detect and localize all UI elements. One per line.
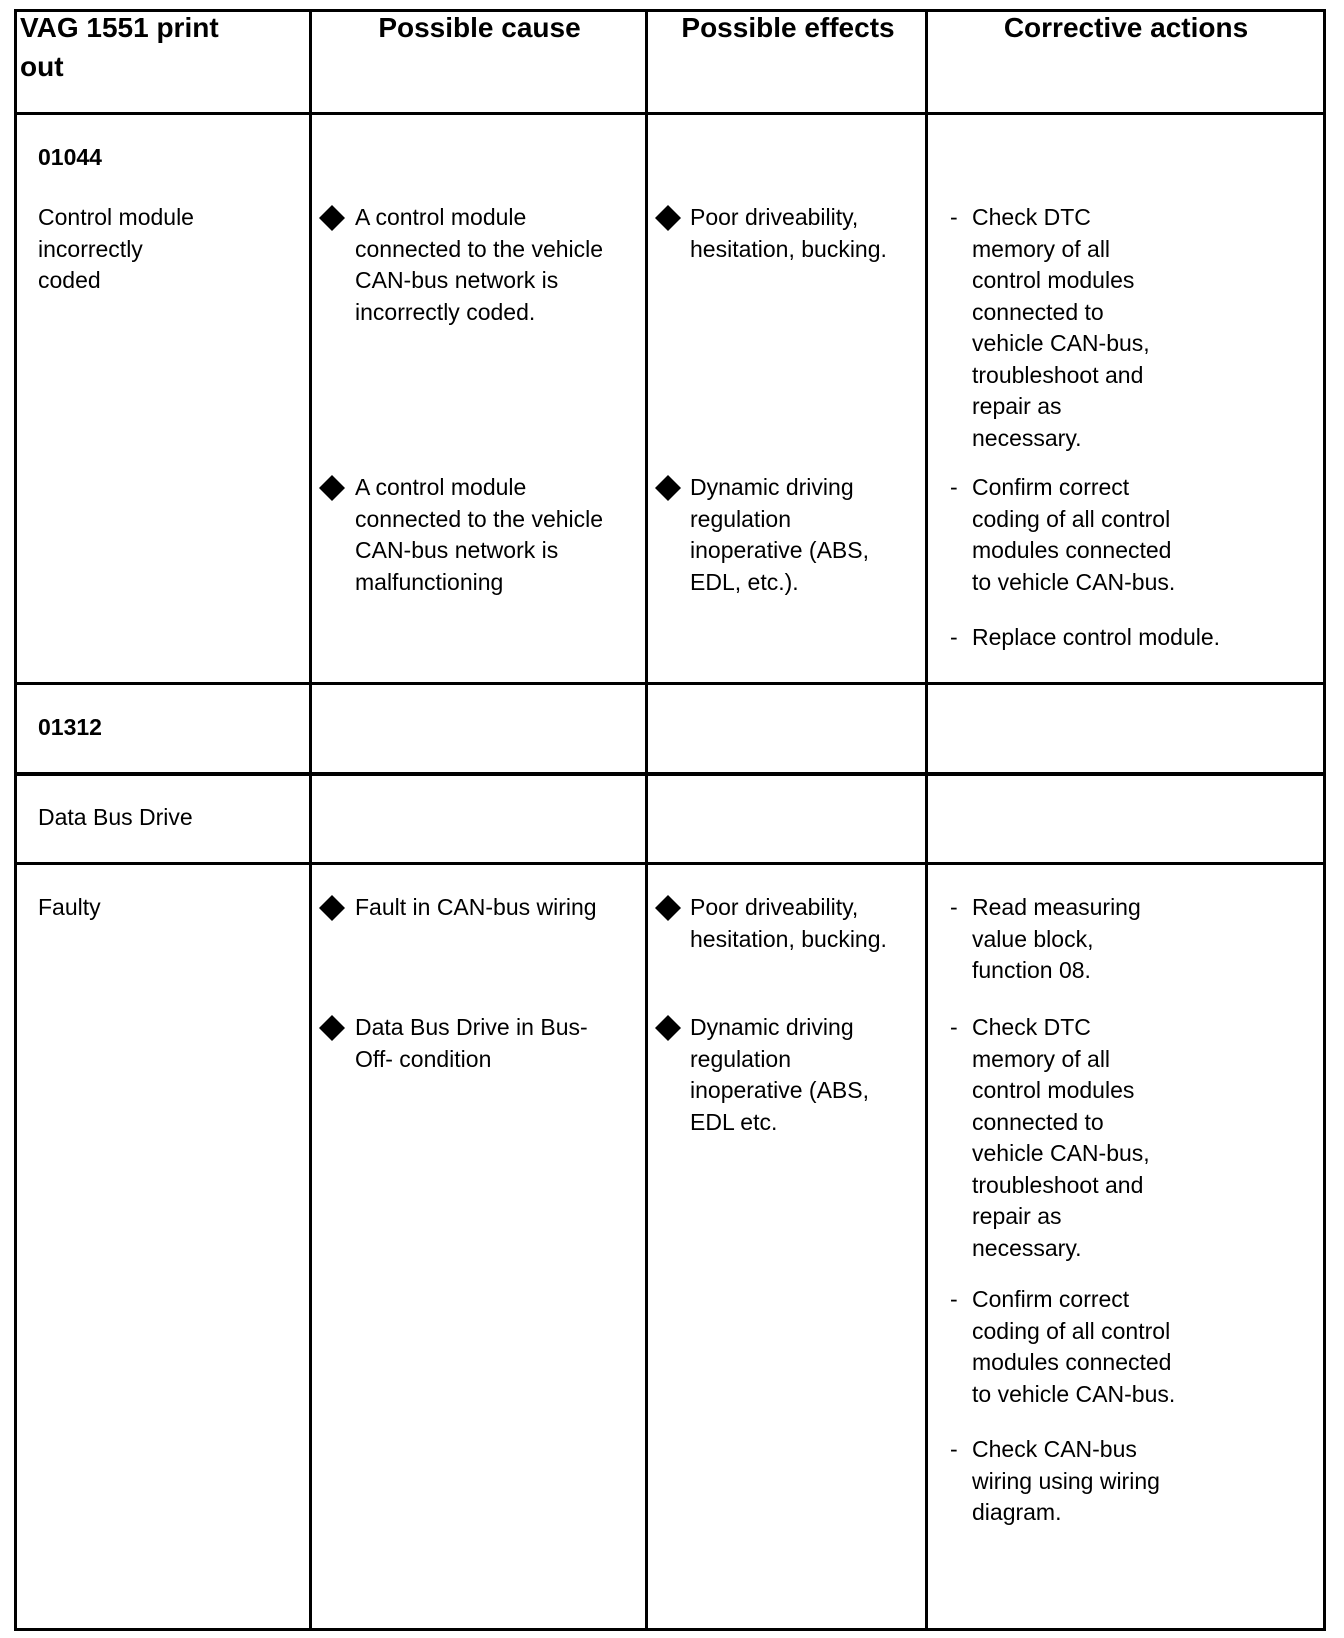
dash-marker: - bbox=[950, 624, 958, 650]
text-line: troubleshoot and bbox=[972, 1171, 1144, 1198]
table-border-right bbox=[1323, 9, 1326, 1631]
text-line: connected to bbox=[972, 298, 1104, 325]
text-line: memory of all bbox=[972, 235, 1111, 262]
header-actions: Corrective actions bbox=[1003, 12, 1249, 43]
text-line: to vehicle CAN-bus. bbox=[972, 1380, 1176, 1407]
diamond-bullet-icon bbox=[318, 204, 346, 232]
text-line: malfunctioning bbox=[355, 568, 504, 595]
text-line: modules connected bbox=[972, 537, 1172, 563]
possible-cause bbox=[355, 202, 603, 328]
diamond-bullet-icon bbox=[654, 474, 682, 502]
text-line: regulation bbox=[690, 505, 792, 532]
header-printout-line: VAG 1551 print bbox=[20, 12, 219, 43]
text-line: Check DTC bbox=[972, 1014, 1091, 1040]
header-printout-line: out bbox=[20, 51, 64, 82]
dash-marker: - bbox=[950, 474, 958, 500]
dash-marker: - bbox=[950, 204, 958, 230]
diamond-bullet-icon bbox=[318, 894, 346, 922]
corrective-action bbox=[972, 202, 1150, 454]
corrective-action bbox=[972, 472, 1175, 598]
text-line: regulation bbox=[690, 1045, 792, 1072]
text-line: coding of all control bbox=[972, 505, 1171, 532]
column-divider bbox=[309, 9, 312, 1631]
diamond-bullet-icon bbox=[654, 894, 682, 922]
text-line: connected to the vehicle bbox=[355, 235, 604, 262]
text-line: Dynamic driving bbox=[690, 1014, 854, 1040]
text-line: Control module bbox=[38, 204, 194, 230]
text-line: Dynamic driving bbox=[690, 474, 854, 500]
corrective-action bbox=[972, 892, 1141, 987]
text-line: A control module bbox=[355, 474, 527, 500]
header-cause: Possible cause bbox=[378, 12, 581, 43]
dash-marker: - bbox=[950, 894, 958, 920]
possible-effect bbox=[690, 892, 887, 955]
column-divider bbox=[645, 9, 648, 1631]
text-line: hesitation, bucking. bbox=[690, 235, 887, 262]
text-line: EDL etc. bbox=[690, 1108, 778, 1135]
dash-marker: - bbox=[950, 1436, 958, 1462]
text-line: Poor driveability, bbox=[690, 204, 859, 230]
text-line: vehicle CAN-bus, bbox=[972, 1140, 1150, 1166]
diamond-bullet-icon bbox=[318, 1014, 346, 1042]
dash-marker: - bbox=[950, 1286, 958, 1312]
possible-cause bbox=[355, 892, 597, 924]
text-line: incorrectly bbox=[38, 235, 143, 262]
row-divider bbox=[14, 862, 1326, 865]
diamond-bullet-icon bbox=[318, 474, 346, 502]
column-divider bbox=[925, 9, 928, 1631]
header-effects: Possible effects bbox=[681, 12, 895, 43]
text-line: troubleshoot and bbox=[972, 361, 1144, 388]
text-line: connected to the vehicle bbox=[355, 505, 604, 532]
text-line: Replace control module. bbox=[972, 624, 1221, 650]
text-line: CAN-bus network is bbox=[355, 537, 559, 563]
possible-cause bbox=[355, 1012, 588, 1075]
text-line: coding of all control bbox=[972, 1317, 1171, 1344]
text-line: control modules bbox=[972, 267, 1135, 293]
fault-code: 01044 bbox=[38, 144, 102, 170]
text-line: vehicle CAN-bus, bbox=[972, 330, 1150, 356]
text-line: control modules bbox=[972, 1077, 1135, 1103]
text-line: modules connected bbox=[972, 1349, 1172, 1375]
text-line: Fault in CAN-bus wiring bbox=[355, 894, 597, 920]
text-line: Read measuring bbox=[972, 894, 1141, 920]
table-border-left bbox=[14, 9, 17, 1631]
text-line: necessary. bbox=[972, 1234, 1082, 1261]
text-line: incorrectly coded. bbox=[355, 298, 536, 325]
possible-cause bbox=[355, 472, 603, 598]
corrective-action bbox=[972, 1012, 1150, 1264]
diamond-bullet-icon bbox=[654, 1014, 682, 1042]
text-line: Confirm correct bbox=[972, 1286, 1130, 1312]
diamond-bullet-icon bbox=[654, 204, 682, 232]
text-line: Check CAN-bus bbox=[972, 1436, 1137, 1462]
dash-marker: - bbox=[950, 1014, 958, 1040]
text-line: function 08. bbox=[972, 957, 1091, 983]
text-line: to vehicle CAN-bus. bbox=[972, 568, 1176, 595]
text-line: EDL, etc.). bbox=[690, 568, 799, 595]
text-line: Off- condition bbox=[355, 1045, 492, 1072]
text-line: CAN-bus network is bbox=[355, 267, 559, 293]
text-line: wiring using wiring bbox=[972, 1467, 1160, 1494]
fault-component: Data Bus Drive bbox=[38, 804, 193, 830]
row-divider bbox=[14, 772, 1326, 776]
text-line: memory of all bbox=[972, 1045, 1111, 1072]
text-line: connected to bbox=[972, 1108, 1104, 1135]
fault-description bbox=[38, 202, 194, 297]
possible-effect bbox=[690, 1012, 869, 1138]
text-line: necessary. bbox=[972, 424, 1082, 451]
text-line: inoperative (ABS, bbox=[690, 1077, 869, 1103]
text-line: Poor driveability, bbox=[690, 894, 859, 920]
row-divider bbox=[14, 112, 1326, 115]
text-line: Check DTC bbox=[972, 204, 1091, 230]
corrective-action bbox=[972, 622, 1220, 654]
corrective-action bbox=[972, 1284, 1175, 1410]
fault-description: Faulty bbox=[38, 894, 101, 920]
text-line: Confirm correct bbox=[972, 474, 1130, 500]
fault-code: 01312 bbox=[38, 714, 102, 740]
corrective-action bbox=[972, 1434, 1160, 1529]
text-line: coded bbox=[38, 267, 101, 293]
row-divider bbox=[14, 682, 1326, 685]
possible-effect bbox=[690, 472, 869, 598]
text-line: Data Bus Drive in Bus- bbox=[355, 1014, 588, 1040]
possible-effect bbox=[690, 202, 887, 265]
header-printout bbox=[20, 8, 219, 86]
text-line: A control module bbox=[355, 204, 527, 230]
text-line: inoperative (ABS, bbox=[690, 537, 869, 563]
text-line: repair as bbox=[972, 1203, 1062, 1229]
text-line: value block, bbox=[972, 925, 1094, 952]
text-line: diagram. bbox=[972, 1499, 1062, 1525]
table-border-bottom bbox=[14, 1628, 1326, 1631]
text-line: repair as bbox=[972, 393, 1062, 419]
text-line: hesitation, bucking. bbox=[690, 925, 887, 952]
